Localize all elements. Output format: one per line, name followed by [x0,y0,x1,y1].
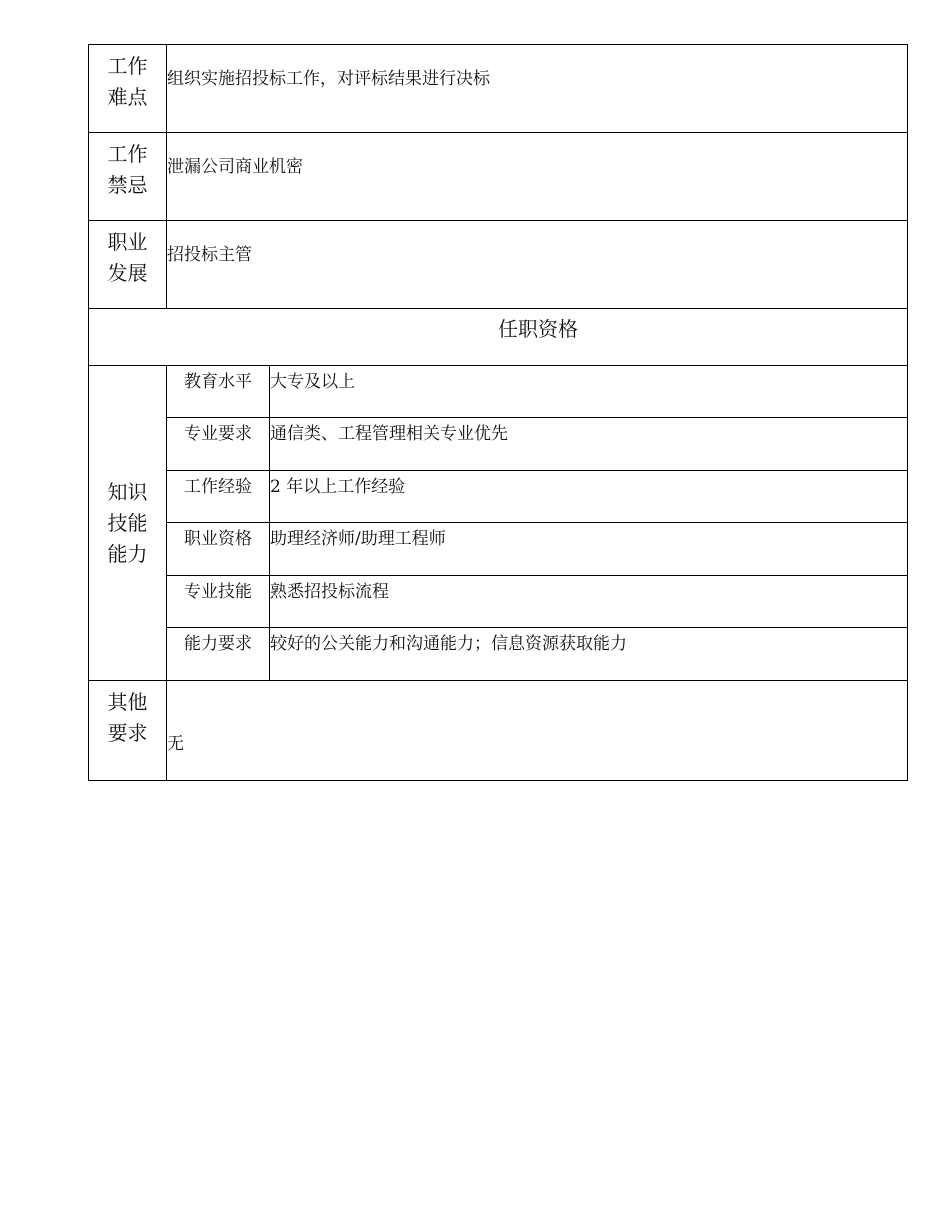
qualification-value-skills: 熟悉招投标流程 [270,576,908,628]
qualification-row [89,628,908,681]
table-row-career-development [89,221,908,309]
table-row-work-taboo [89,133,908,221]
qualification-value-education: 大专及以上 [270,366,908,418]
qualification-label-education: 教育水平 [167,366,270,418]
qualification-label-abilities: 能力要求 [167,628,270,681]
row-content-work-difficulty: 组织实施招投标工作，对评标结果进行决标 [167,45,908,133]
row-label-work-taboo [89,133,167,221]
job-description-table [88,44,908,781]
row-label-line: 工作 [107,142,148,166]
row-label-line: 难点 [107,85,148,109]
qualification-row [89,523,908,576]
qualification-value-abilities: 较好的公关能力和沟通能力；信息资源获取能力 [270,628,908,681]
section-title-cell [89,309,908,366]
row-label-line: 要求 [107,721,148,745]
side-label-line: 知识 [107,479,148,504]
row-content-other-requirements: 无 [167,681,908,781]
qualification-label-experience: 工作经验 [167,471,270,523]
qualification-value-experience: 2 年以上工作经验 [270,471,908,523]
section-header-row [89,309,908,366]
row-label-line: 其他 [107,690,148,714]
qualification-value-certification: 助理经济师/助理工程师 [270,523,908,576]
qualification-row [89,576,908,628]
row-label-work-difficulty [89,45,167,133]
qualification-row [89,471,908,523]
row-content-career-development: 招投标主管 [167,221,908,309]
table-row-other-requirements [89,681,908,781]
row-label-line: 发展 [107,261,148,285]
row-label-line: 禁忌 [107,173,148,197]
qualification-label-major: 专业要求 [167,418,270,471]
row-label-line: 工作 [107,54,148,78]
qualification-label-skills: 专业技能 [167,576,270,628]
row-content-work-taboo: 泄漏公司商业机密 [167,133,908,221]
section-title: 任职资格 [498,317,578,341]
row-label-career-development [89,221,167,309]
qualification-side-label [89,366,167,681]
side-label-line: 能力 [107,541,148,566]
row-label-other-requirements [89,681,167,781]
qualification-row [89,418,908,471]
row-label-line: 职业 [107,230,148,254]
side-label-line: 技能 [107,510,148,535]
qualification-value-major: 通信类、工程管理相关专业优先 [270,418,908,471]
table-row-work-difficulty [89,45,908,133]
qualification-row [89,366,908,418]
qualification-label-certification: 职业资格 [167,523,270,576]
